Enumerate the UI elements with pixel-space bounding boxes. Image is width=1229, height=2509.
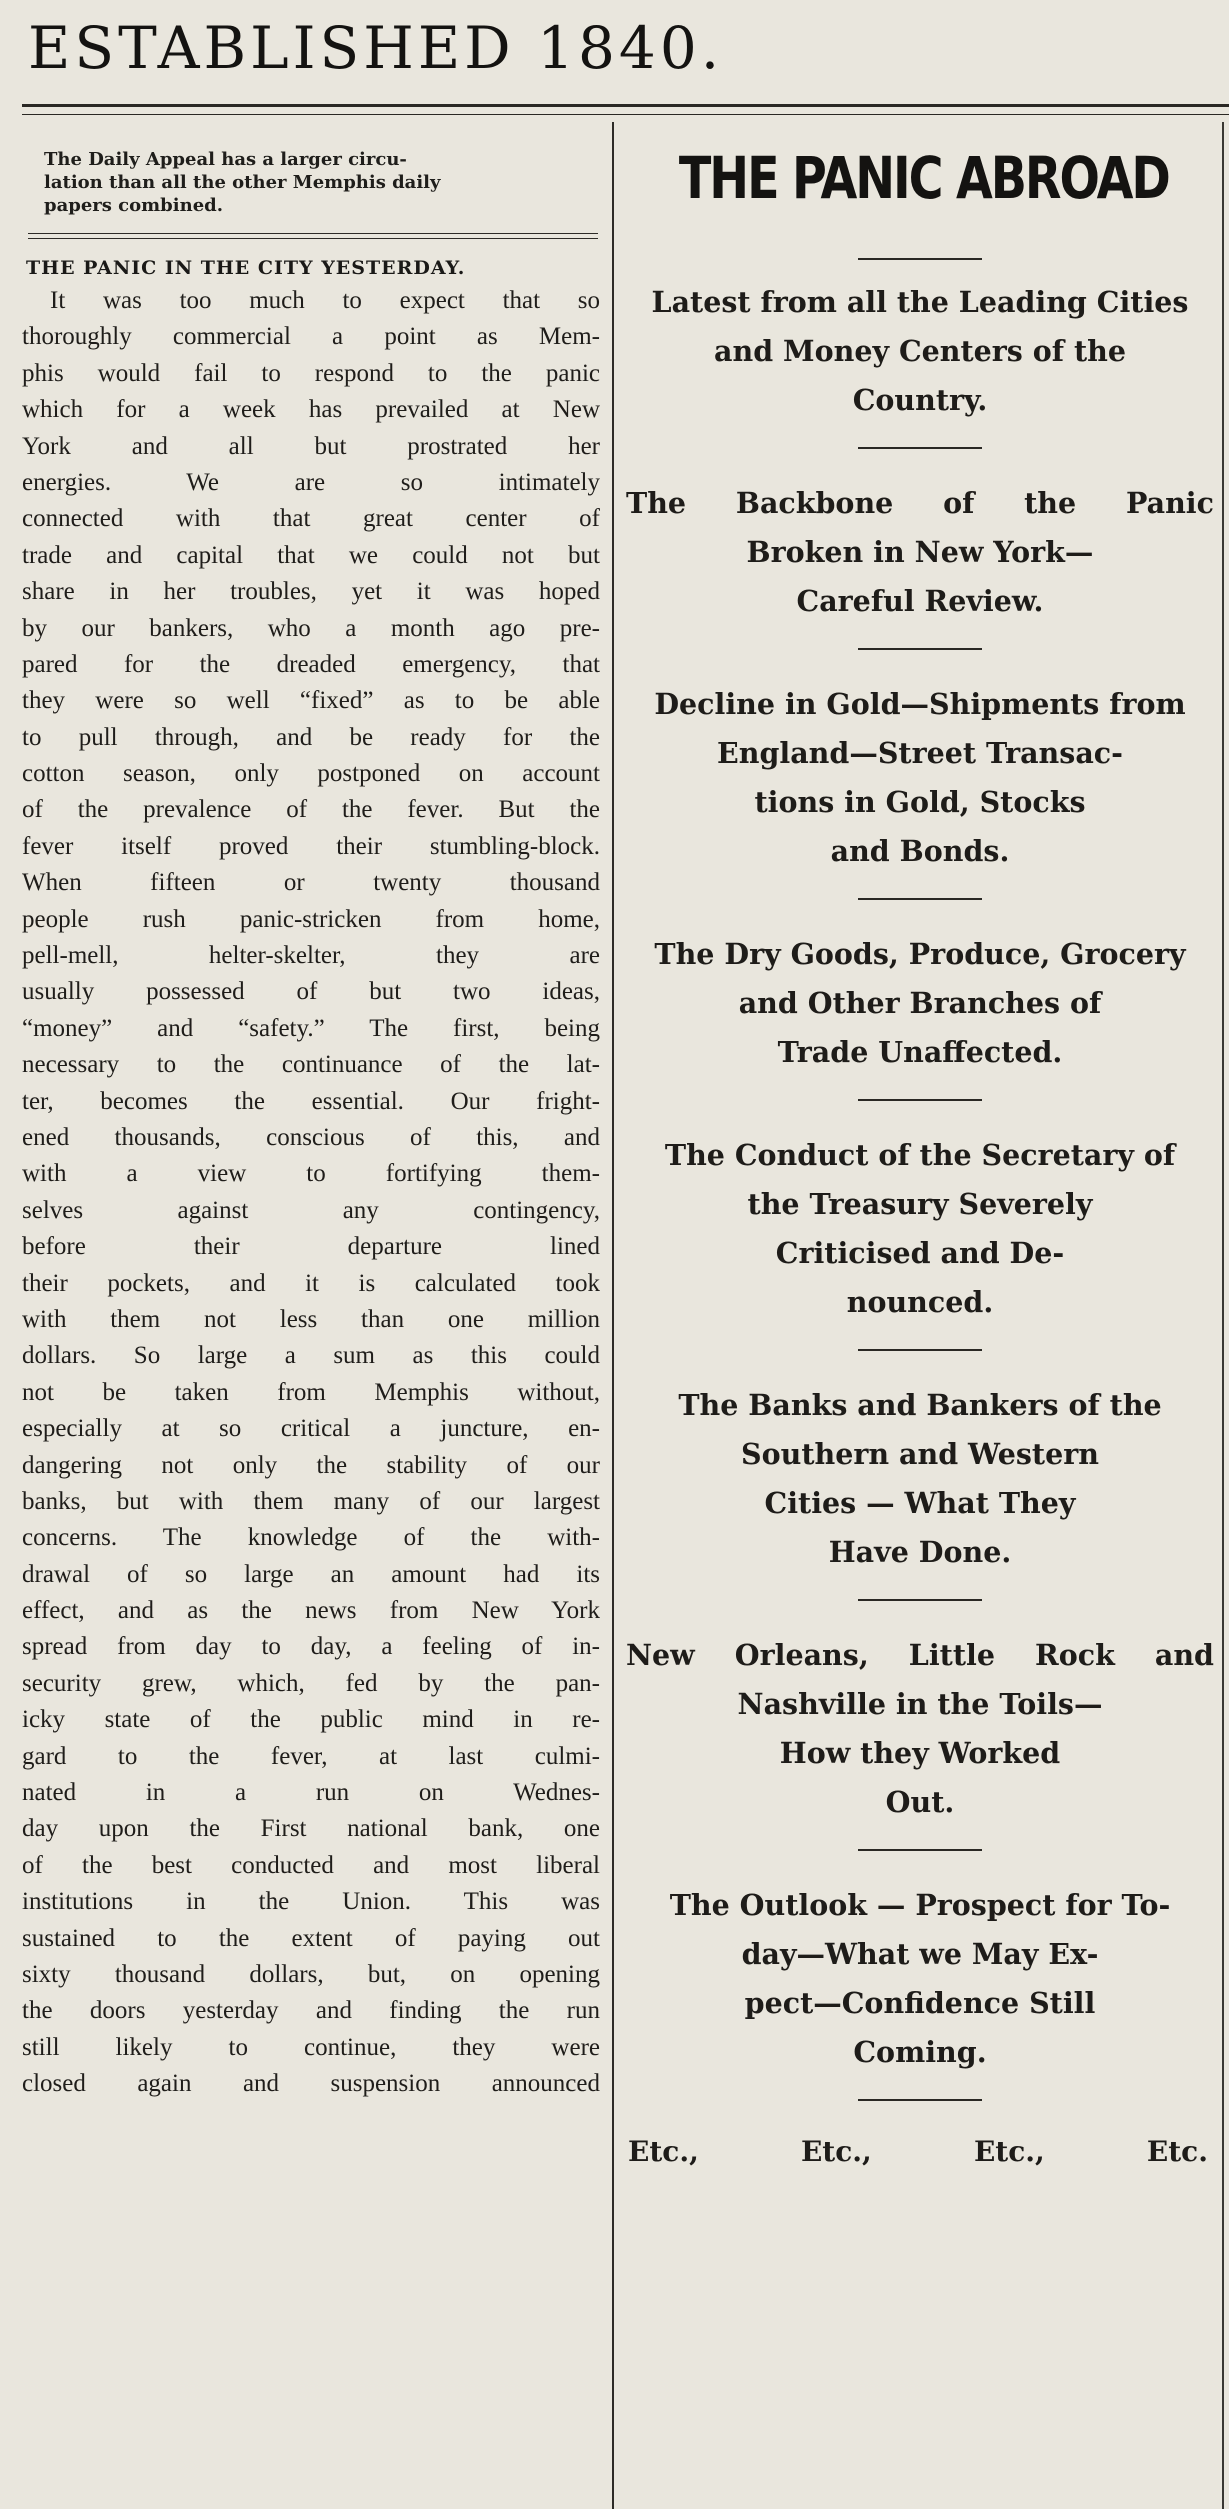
deck-7 [626, 1631, 1214, 1827]
deck-line: The Conduct of the Secretary of [664, 1138, 1176, 1172]
article-line: pared for the dreaded emergency, that [22, 650, 600, 678]
article-line: of the prevalence of the fever. But the [22, 796, 600, 824]
deck-line: Latest from all the Leading Cities [651, 285, 1189, 319]
deck-line: and Other Branches of [738, 986, 1102, 1020]
article-line: effect, and as the news from New York [22, 1597, 600, 1625]
article-line: nated in a run on Wednes- [22, 1779, 600, 1807]
article-line: institutions in the Union. This was [22, 1888, 600, 1916]
etc-item: Etc., [628, 2135, 699, 2168]
article-line: fever itself proved their stumbling-block. [22, 832, 600, 860]
deck-2 [626, 479, 1214, 626]
deck-line: and Money Centers of the [714, 334, 1126, 368]
deck-line: Coming. [853, 2035, 987, 2069]
article-line: connected with that great center of [22, 505, 600, 533]
article-line: before their departure lined [22, 1233, 600, 1261]
notice-rule-thin [28, 238, 598, 239]
article-line: thoroughly commercial a point as Mem- [22, 323, 600, 351]
article-line: the doors yesterday and finding the run [22, 1997, 600, 2025]
notice-line: lation than all the other Memphis daily [44, 172, 441, 193]
deck-line: Country. [852, 383, 988, 417]
deck-line: England—Street Transac- [717, 736, 1123, 770]
article-line: share in her troubles, yet it was hoped [22, 578, 600, 606]
article-line: concerns. The knowledge of the with- [22, 1524, 600, 1552]
article-line: especially at so critical a juncture, en- [22, 1415, 600, 1443]
article-line: usually possessed of but two ideas, [22, 978, 600, 1006]
deck-line: pect—Confidence Still [744, 1986, 1096, 2020]
article-line: spread from day to day, a feeling of in- [22, 1633, 600, 1661]
article-line: necessary to the continuance of the lat- [22, 1051, 600, 1079]
article-line: to pull through, and be ready for the [22, 723, 600, 751]
notice-rule [28, 233, 598, 234]
article-line: by our bankers, who a month ago pre- [22, 614, 600, 642]
deck-line: How they Worked [779, 1736, 1061, 1770]
left-column [22, 138, 600, 2103]
article-line: of the best conducted and most liberal [22, 1851, 600, 1879]
deck-line: and Bonds. [830, 834, 1010, 868]
deck-line: Broken in New York— [746, 535, 1094, 569]
deck-line: Cities — What They [764, 1486, 1076, 1520]
article-line: drawal of so large an amount had its [22, 1560, 600, 1588]
deck-line: The Outlook — Prospect for To- [669, 1888, 1171, 1922]
deck-line: day—What we May Ex- [741, 1937, 1099, 1971]
article-line: with them not less than one million [22, 1305, 600, 1333]
article-line: selves against any contingency, [22, 1196, 600, 1224]
article-line: trade and capital that we could not but [22, 541, 600, 569]
article-line: sustained to the extent of paying out [22, 1924, 600, 1952]
article-line: people rush panic-stricken from home, [22, 905, 600, 933]
article-line: they were so well “fixed” as to be able [22, 687, 600, 715]
article-line: When fifteen or twenty thousand [22, 869, 600, 897]
article-line: York and all but prostrated her [22, 432, 600, 460]
article-line: banks, but with them many of our largest [22, 1487, 600, 1515]
article-line: pell-mell, helter-skelter, they are [22, 942, 600, 970]
etc-item: Etc. [1146, 2135, 1208, 2168]
deck-6 [626, 1381, 1214, 1577]
article-line: still likely to continue, they were [22, 2033, 600, 2061]
deck-3 [626, 680, 1214, 876]
masthead: ESTABLISHED 1840. [28, 14, 724, 82]
deck-line: Careful Review. [796, 584, 1044, 618]
article-line: phis would fail to respond to the panic [22, 359, 600, 387]
article-line: not be taken from Memphis without, [22, 1378, 600, 1406]
etc-item: Etc., [800, 2135, 872, 2168]
masthead-rule-thin [22, 114, 1229, 115]
deck-4 [626, 930, 1214, 1077]
article-line: dangering not only the stability of our [22, 1451, 600, 1479]
article-line: cotton season, only postponed on account [22, 760, 600, 788]
deck-line: tions in Gold, Stocks [754, 785, 1086, 819]
deck-8 [626, 1881, 1214, 2077]
article-line: their pockets, and it is calculated took [22, 1269, 600, 1297]
article-line: “money” and “safety.” The first, being [22, 1014, 600, 1042]
article-line: security grew, which, fed by the pan- [22, 1669, 600, 1697]
article-body [22, 283, 600, 2103]
article-line: It was too much to expect that so [50, 287, 600, 314]
panel-title: THE PANIC ABROAD [678, 144, 1169, 212]
deck-line: Nashville in the Toils— [737, 1687, 1103, 1721]
deck-line: Trade Unaffected. [777, 1035, 1063, 1069]
deck-line: New Orleans, Little Rock and [626, 1638, 1214, 1672]
circulation-notice [44, 148, 600, 217]
deck-line: Have Done. [828, 1535, 1012, 1569]
deck-line: the Treasury Severely [747, 1187, 1093, 1221]
notice-line: The Daily Appeal has a larger circu- [44, 149, 407, 170]
deck-line: Out. [885, 1785, 955, 1819]
deck-line: Decline in Gold—Shipments from [654, 687, 1186, 721]
article-line: with a view to fortifying them- [22, 1160, 600, 1188]
article-line: ter, becomes the essential. Our fright- [22, 1087, 600, 1115]
masthead-rule [22, 104, 1229, 107]
article-line: ened thousands, conscious of this, and [22, 1123, 600, 1151]
article-line: energies. We are so intimately [22, 468, 600, 496]
article-line: dollars. So large a sum as this could [22, 1342, 600, 1370]
etc-row [626, 2127, 1214, 2176]
deck-line: The Dry Goods, Produce, Grocery [654, 937, 1186, 971]
notice-line: papers combined. [44, 195, 223, 216]
deck-line: nounced. [846, 1285, 994, 1319]
article-line: sixty thousand dollars, but, on opening [22, 1960, 600, 1988]
article-line: closed again and suspension announced [22, 2070, 600, 2098]
column-divider [612, 122, 614, 2509]
column-divider-right [1222, 122, 1224, 2509]
deck-5 [626, 1131, 1214, 1327]
headline-panel [626, 138, 1214, 2176]
etc-item: Etc., [973, 2135, 1045, 2168]
deck-line: The Banks and Bankers of the [678, 1388, 1162, 1422]
deck-1 [626, 278, 1214, 425]
deck-line: Criticised and De- [775, 1236, 1065, 1270]
article-line: day upon the First national bank, one [22, 1815, 600, 1843]
deck-line: The Backbone of the Panic [626, 486, 1214, 520]
article-line: which for a week has prevailed at New [22, 396, 600, 424]
article-headline: THE PANIC IN THE CITY YESTERDAY. [26, 257, 466, 279]
deck-line: Southern and Western [741, 1437, 1099, 1471]
article-line: gard to the fever, at last culmi- [22, 1742, 600, 1770]
article-line: icky state of the public mind in re- [22, 1706, 600, 1734]
